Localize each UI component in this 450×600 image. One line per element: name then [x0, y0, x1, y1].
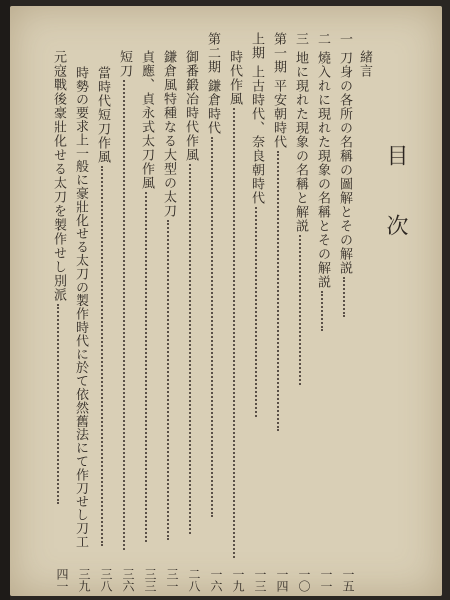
toc-entry: 鎌倉風特種なる大型の太刀: [162, 50, 175, 542]
toc-entry: 時勢の要求上一般に豪壯化せる太刀の製作時代に於て依然舊法にて作刀せし刀工: [73, 66, 88, 549]
table-of-contents-page: [10, 6, 442, 596]
toc-page-number: 一九: [231, 568, 245, 592]
page-title: 目次: [383, 144, 408, 284]
toc-entry-preface: 緒言: [357, 50, 372, 78]
toc-page-number: 三九: [77, 568, 91, 592]
toc-page-number: 三一: [165, 568, 179, 592]
toc-entry: 貞應、貞永式太刀作風: [140, 50, 153, 544]
toc-page-number: 一五: [341, 568, 355, 592]
toc-entry: 上期 上古時代、奈良朝時代: [250, 32, 263, 419]
toc-entry: 二 燒入れに現れた現象の名稱とその解説: [316, 32, 329, 333]
toc-page-number: 三六: [121, 568, 135, 592]
toc-entry: 時代作風: [228, 50, 241, 560]
toc-page-number: 三三: [143, 568, 157, 592]
book-binding: [0, 0, 10, 600]
toc-page-number: 二八: [187, 568, 201, 592]
toc-entry: 短刀: [118, 50, 131, 552]
toc-page-number: 三八: [99, 568, 113, 592]
toc-entry: 第一期 平安朝時代: [272, 32, 285, 433]
toc-page-number: 一六: [209, 568, 223, 592]
toc-page-number: 一四: [275, 568, 289, 592]
toc-entry: 三 地に現れた現象の名稱と解説: [294, 32, 307, 387]
toc-page-number: 一一: [319, 568, 333, 592]
toc-entry: 第二期 鎌倉時代: [206, 32, 219, 519]
toc-page-number: 四一: [55, 568, 69, 592]
toc-entry: 當時代短刀作風: [96, 66, 109, 548]
toc-page-number: 一三: [253, 568, 267, 592]
toc-entry: 元寇戰後豪壯化せる太刀を製作せし別派: [52, 50, 65, 506]
toc-entry: 御番鍛冶時代作風: [184, 50, 197, 536]
toc-page-number: 一〇: [297, 568, 311, 592]
toc-entry: 一 刀身の各所の名稱の圖解とその解説: [338, 32, 351, 304]
